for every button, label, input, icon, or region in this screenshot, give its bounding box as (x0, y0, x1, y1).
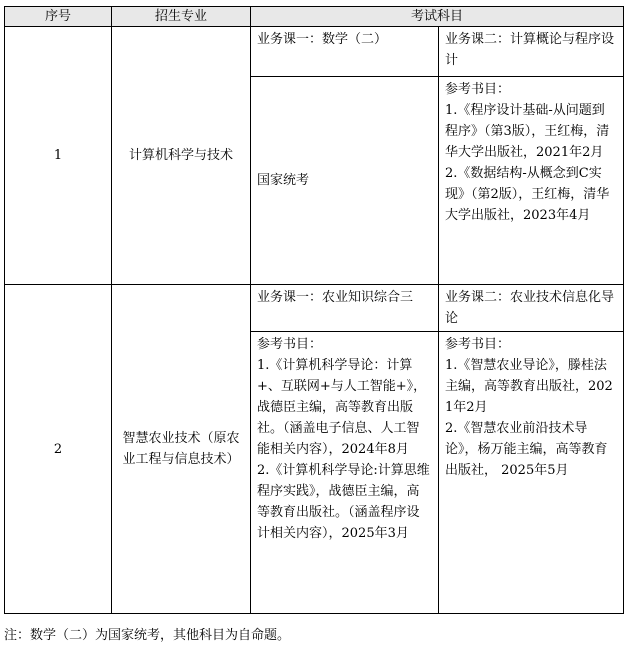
row1-major: 计算机科学与技术 (112, 27, 251, 285)
row1-course2-ref-label: 参考书目： (445, 82, 511, 97)
list-item: 2.《智慧农业前沿技术导论》，杨万能主编，高等教育出版社， 2025年5月 (445, 421, 608, 478)
row2-course2-ref-label: 参考书目： (445, 337, 511, 352)
row2-course1-book-list (257, 355, 432, 544)
row1-course2-book-list (445, 100, 617, 226)
row2-course2-title: 业务课二：农业技术信息化导论 (439, 285, 624, 332)
row1-course1-title: 业务课一：数学（二） (251, 27, 439, 77)
header-row (5, 7, 624, 27)
row1-course2-refs (439, 77, 624, 285)
list-item: 2.《计算机科学导论:计算思维程序实践》，战德臣主编，高等教育出版社。（涵盖程序设计相关内容），2025年3月 (257, 463, 430, 541)
table-row (5, 285, 624, 332)
row2-course1-title: 业务课一：农业知识综合三 (251, 285, 439, 332)
row2-course1-ref-label: 参考书目： (257, 337, 323, 352)
row2-major: 智慧农业技术（原农业工程与信息技术） (112, 285, 251, 614)
header-serial: 序号 (5, 7, 112, 27)
row2-serial: 2 (5, 285, 112, 614)
list-item: 1.《计算机科学导论：计算+、互联网+与人工智能+》，战德臣主编，高等教育出版社。（涵盖电子信息、人工智能相关内容），2024年8月 (257, 358, 427, 457)
table-row (5, 27, 624, 77)
header-major: 招生专业 (112, 7, 251, 27)
list-item: 1.《智慧农业导论》，滕桂法主编，高等教育出版社，2021年2月 (445, 358, 613, 415)
row2-course1-refs (251, 332, 439, 614)
row1-course1-content: 国家统考 (251, 77, 439, 285)
header-subjects: 考试科目 (251, 7, 624, 27)
list-item: 1.《程序设计基础-从问题到程序》（第3版），王红梅，清华大学出版社，2021年2月 (445, 103, 610, 160)
row1-course2-title: 业务课二：计算概论与程序设计 (439, 27, 624, 77)
row2-course2-book-list (445, 355, 617, 481)
list-item: 2.《数据结构-从概念到C实现》（第2版），王红梅，清华大学出版社，2023年4月 (445, 166, 610, 223)
row1-serial: 1 (5, 27, 112, 285)
row2-course2-refs (439, 332, 624, 614)
exam-subjects-table (4, 6, 624, 614)
footnote: 注：数学（二）为国家统考，其他科目为自命题。 (4, 628, 291, 643)
